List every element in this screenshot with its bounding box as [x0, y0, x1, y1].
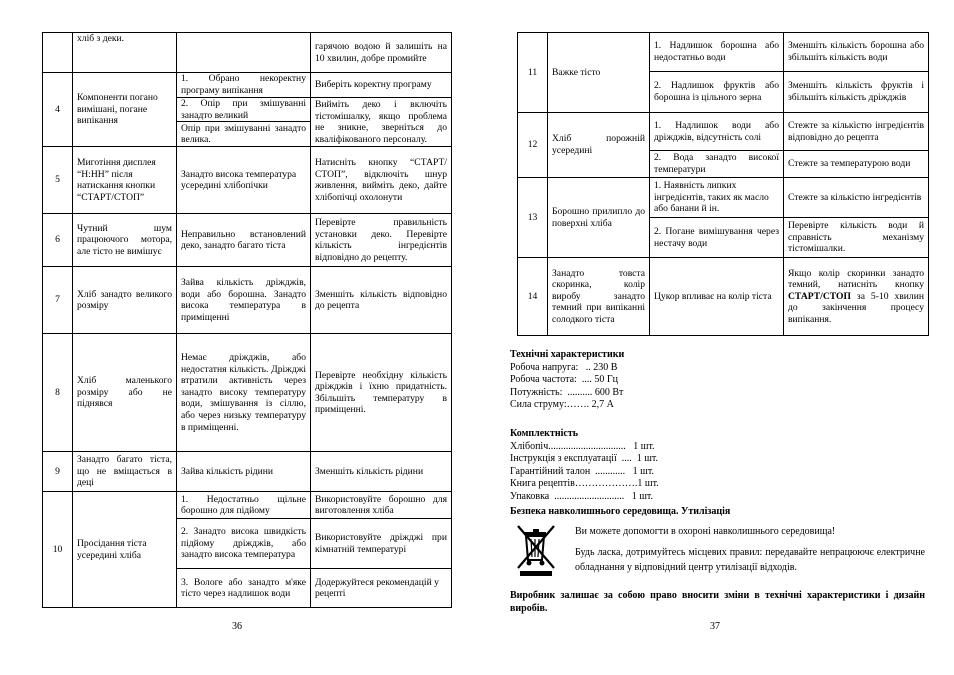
row-number: 14: [518, 258, 548, 336]
kit-heading: Комплектність: [510, 428, 579, 439]
problem-cell: Хліб занадто великого розміру: [73, 267, 177, 334]
specs-section: [510, 349, 624, 412]
cause-cell: Немає дріжджів, або недостатня кількість. Дріжджі втратили активність через занадто високу температуру води, змішування із сіллю, або через низьку температуру в приміщенні.: [177, 334, 311, 452]
problem-cell: Хліб порожній усередині: [548, 113, 650, 178]
solution-cell: гарячою водою й залишіть на 10 хвилин, добре промийте: [311, 33, 452, 73]
cause-cell: 2. Погане вимішування через нестачу води: [650, 218, 784, 258]
problem-cell: Компоненти погано вимішані, погане випікання: [73, 73, 177, 147]
cause-cell: 1. Недостатньо щільне борошно для підйому: [177, 492, 311, 519]
row-number: 6: [43, 214, 73, 267]
row-number: [43, 33, 73, 73]
kit-line: Гарантійний талон ............ 1 шт.: [510, 465, 654, 477]
spec-line: Потужність: .......... 600 Вт: [510, 386, 624, 398]
env-paragraph-2: Будь ласка, дотримуйтесь місцевих правил: передавайте непрацюючє електричне обладнання у відповідний центр утилізації відходів.: [575, 547, 925, 573]
solution-cell: Виберіть коректну програму: [311, 73, 452, 98]
solution-cell: Додержуйтеся рекомендацій у рецепті: [311, 569, 452, 608]
problem-cell: Просідання тіста усередині хліба: [73, 492, 177, 608]
problem-cell: Важке тісто: [548, 33, 650, 113]
cause-cell: Неправильно встановлений деко, занадто багато тіста: [177, 214, 311, 267]
row-number: 5: [43, 147, 73, 214]
problem-cell: Занадто товста скоринка, колір виробу занадто темний при випіканні солодкого тіста: [548, 258, 650, 336]
crossed-out-wheelie-bin-icon: [514, 522, 558, 578]
manufacturer-note: Виробник залишає за собою право вносити зміни в технічні характеристики і дизайн виробів.: [510, 590, 925, 614]
solution-cell: Зменшіть кількість борошна або збільшіть кількість води: [784, 33, 929, 72]
solution-cell: Перевірте правильність установки деко. Перевірте кількість інгредієнтів відповідно до рецепту.: [311, 214, 452, 267]
solution-cell: Зменшіть кількість фруктів і збільшіть кількість дріжджів: [784, 72, 929, 113]
cause-cell: 1. Надлишок води або дріжджів, відсутність солі: [650, 113, 784, 151]
row-number: 4: [43, 73, 73, 147]
table-row: [518, 113, 929, 151]
cause-cell: 2. Занадто висока швидкість підйому дріжджів, або занадто висока температура: [177, 519, 311, 569]
solution-cell: Перевірте необхідну кількість дріжджів і їхню придатність. Збільшіть температуру в приміщенні.: [311, 334, 452, 452]
cause-cell: Зайва кількість дріжджів, води або борошна. Занадто висока температура в приміщенні: [177, 267, 311, 334]
cause-cell: 3. Вологе або занадто м'яке тісто через надлишок води: [177, 569, 311, 608]
row-number: 11: [518, 33, 548, 113]
table-row: [43, 452, 452, 492]
solution-cell: Використовуйте дріжджі при кімнатній температурі: [311, 519, 452, 569]
solution-cell: Зменшіть кількість відповідно до рецепта: [311, 267, 452, 334]
table-row: [43, 73, 452, 98]
table-row: [43, 214, 452, 267]
problem-cell: хліб з деки.: [73, 33, 177, 73]
troubleshooting-table-right: [517, 32, 929, 336]
solution-text: Якщо колір скоринки занадто темний, натисніть кнопку СТАРТ/СТОП за 5-10 хвилин до закінчення процесу випікання.: [788, 267, 924, 325]
kit-line: Упаковка ............................ 1 шт.: [510, 490, 654, 502]
cause-cell: 2. Вода занадто високої температури: [650, 151, 784, 178]
solution-cell: Стежте за кількістю інгредієнтів: [784, 178, 929, 218]
table-row: [43, 147, 452, 214]
kit-line: Книга рецептів……………….1 шт.: [510, 478, 659, 489]
problem-cell: Борошно прилипло до поверхні хліба: [548, 178, 650, 258]
solution-cell: [784, 258, 929, 336]
page-number-left: 36: [232, 621, 242, 632]
cause-cell: 1. Обрано некоректну програму випікання: [177, 73, 311, 98]
solution-cell: Зменшіть кількість рідини: [311, 452, 452, 492]
table-row: [43, 33, 452, 73]
env-heading-text: Безпека навколишнього середовища. Утилізація: [510, 506, 731, 517]
cause-cell: [177, 33, 311, 73]
env-heading: [510, 506, 730, 519]
row-number: 9: [43, 452, 73, 492]
solution-cell: Вийміть деко і включіть тістомішалку, якщо проблема не зникне, зверніться до кваліфікованого персоналу.: [311, 98, 452, 147]
row-number: 7: [43, 267, 73, 334]
page-number-right: 37: [710, 621, 720, 632]
row-number: 8: [43, 334, 73, 452]
table-row: [518, 178, 929, 218]
spec-line: Робоча частота: .... 50 Гц: [510, 374, 618, 385]
table-row: [43, 334, 452, 452]
cause-cell: Опір при змішуванні занадто велика.: [177, 122, 311, 147]
row-number: 13: [518, 178, 548, 258]
solution-cell: Використовуйте борошно для виготовлення хліба: [311, 492, 452, 519]
cause-cell: Зайва кількість рідини: [177, 452, 311, 492]
troubleshooting-table-left: [42, 32, 452, 608]
problem-cell: Хліб маленького розміру або не піднявся: [73, 334, 177, 452]
problem-cell: Занадто багато тіста, що не вміщається в деці: [73, 452, 177, 492]
solution-cell: Стежте за температурою води: [784, 151, 929, 178]
env-paragraph-1: Ви можете допомогти в охороні навколишнього середовища!: [575, 526, 836, 537]
solution-cell: Перевірте кількість води й справність механізму тістомішалки.: [784, 218, 929, 258]
cause-cell: Занадто висока температура усередині хлібопічки: [177, 147, 311, 214]
specs-heading: Технічні характеристики: [510, 349, 625, 360]
table-row: [43, 492, 452, 519]
table-row: [518, 33, 929, 72]
cause-cell: Цукор впливає на колір тіста: [650, 258, 784, 336]
cause-cell: 2. Опір при змішуванні занадто великий: [177, 98, 311, 122]
kit-section: [510, 428, 659, 503]
cause-cell: 2. Надлишок фруктів або борошна із цільного зерна: [650, 72, 784, 113]
cause-cell: 1. Наявність липких інгредієнтів, таких як масло або банани й ін.: [650, 178, 784, 218]
problem-cell: Миготіння дисплея “H:HH” після натискання кнопки “СТАРТ/СТОП”: [73, 147, 177, 214]
row-number: 12: [518, 113, 548, 178]
problem-cell: Чутний шум працюючого мотора, але тісто не вимішує: [73, 214, 177, 267]
solution-cell: Натисніть кнопку “СТАРТ/СТОП”, відключіть шнур живлення, вийміть деко, дайте хлібопічці охолонути: [311, 147, 452, 214]
solution-cell: Стежте за кількістю інгредієнтів відповідно до рецепта: [784, 113, 929, 151]
spec-line: Сила струму:……. 2,7 А: [510, 399, 614, 410]
table-row: [43, 267, 452, 334]
kit-line: Хлібопіч............................... 1 шт.: [510, 440, 655, 452]
row-number: 10: [43, 492, 73, 608]
kit-line: Інструкція з експлуатації .... 1 шт.: [510, 453, 659, 464]
table-row: [518, 258, 929, 336]
spec-line: Робоча напруга: .. 230 В: [510, 361, 618, 373]
cause-cell: 1. Надлишок борошна або недостатньо води: [650, 33, 784, 72]
